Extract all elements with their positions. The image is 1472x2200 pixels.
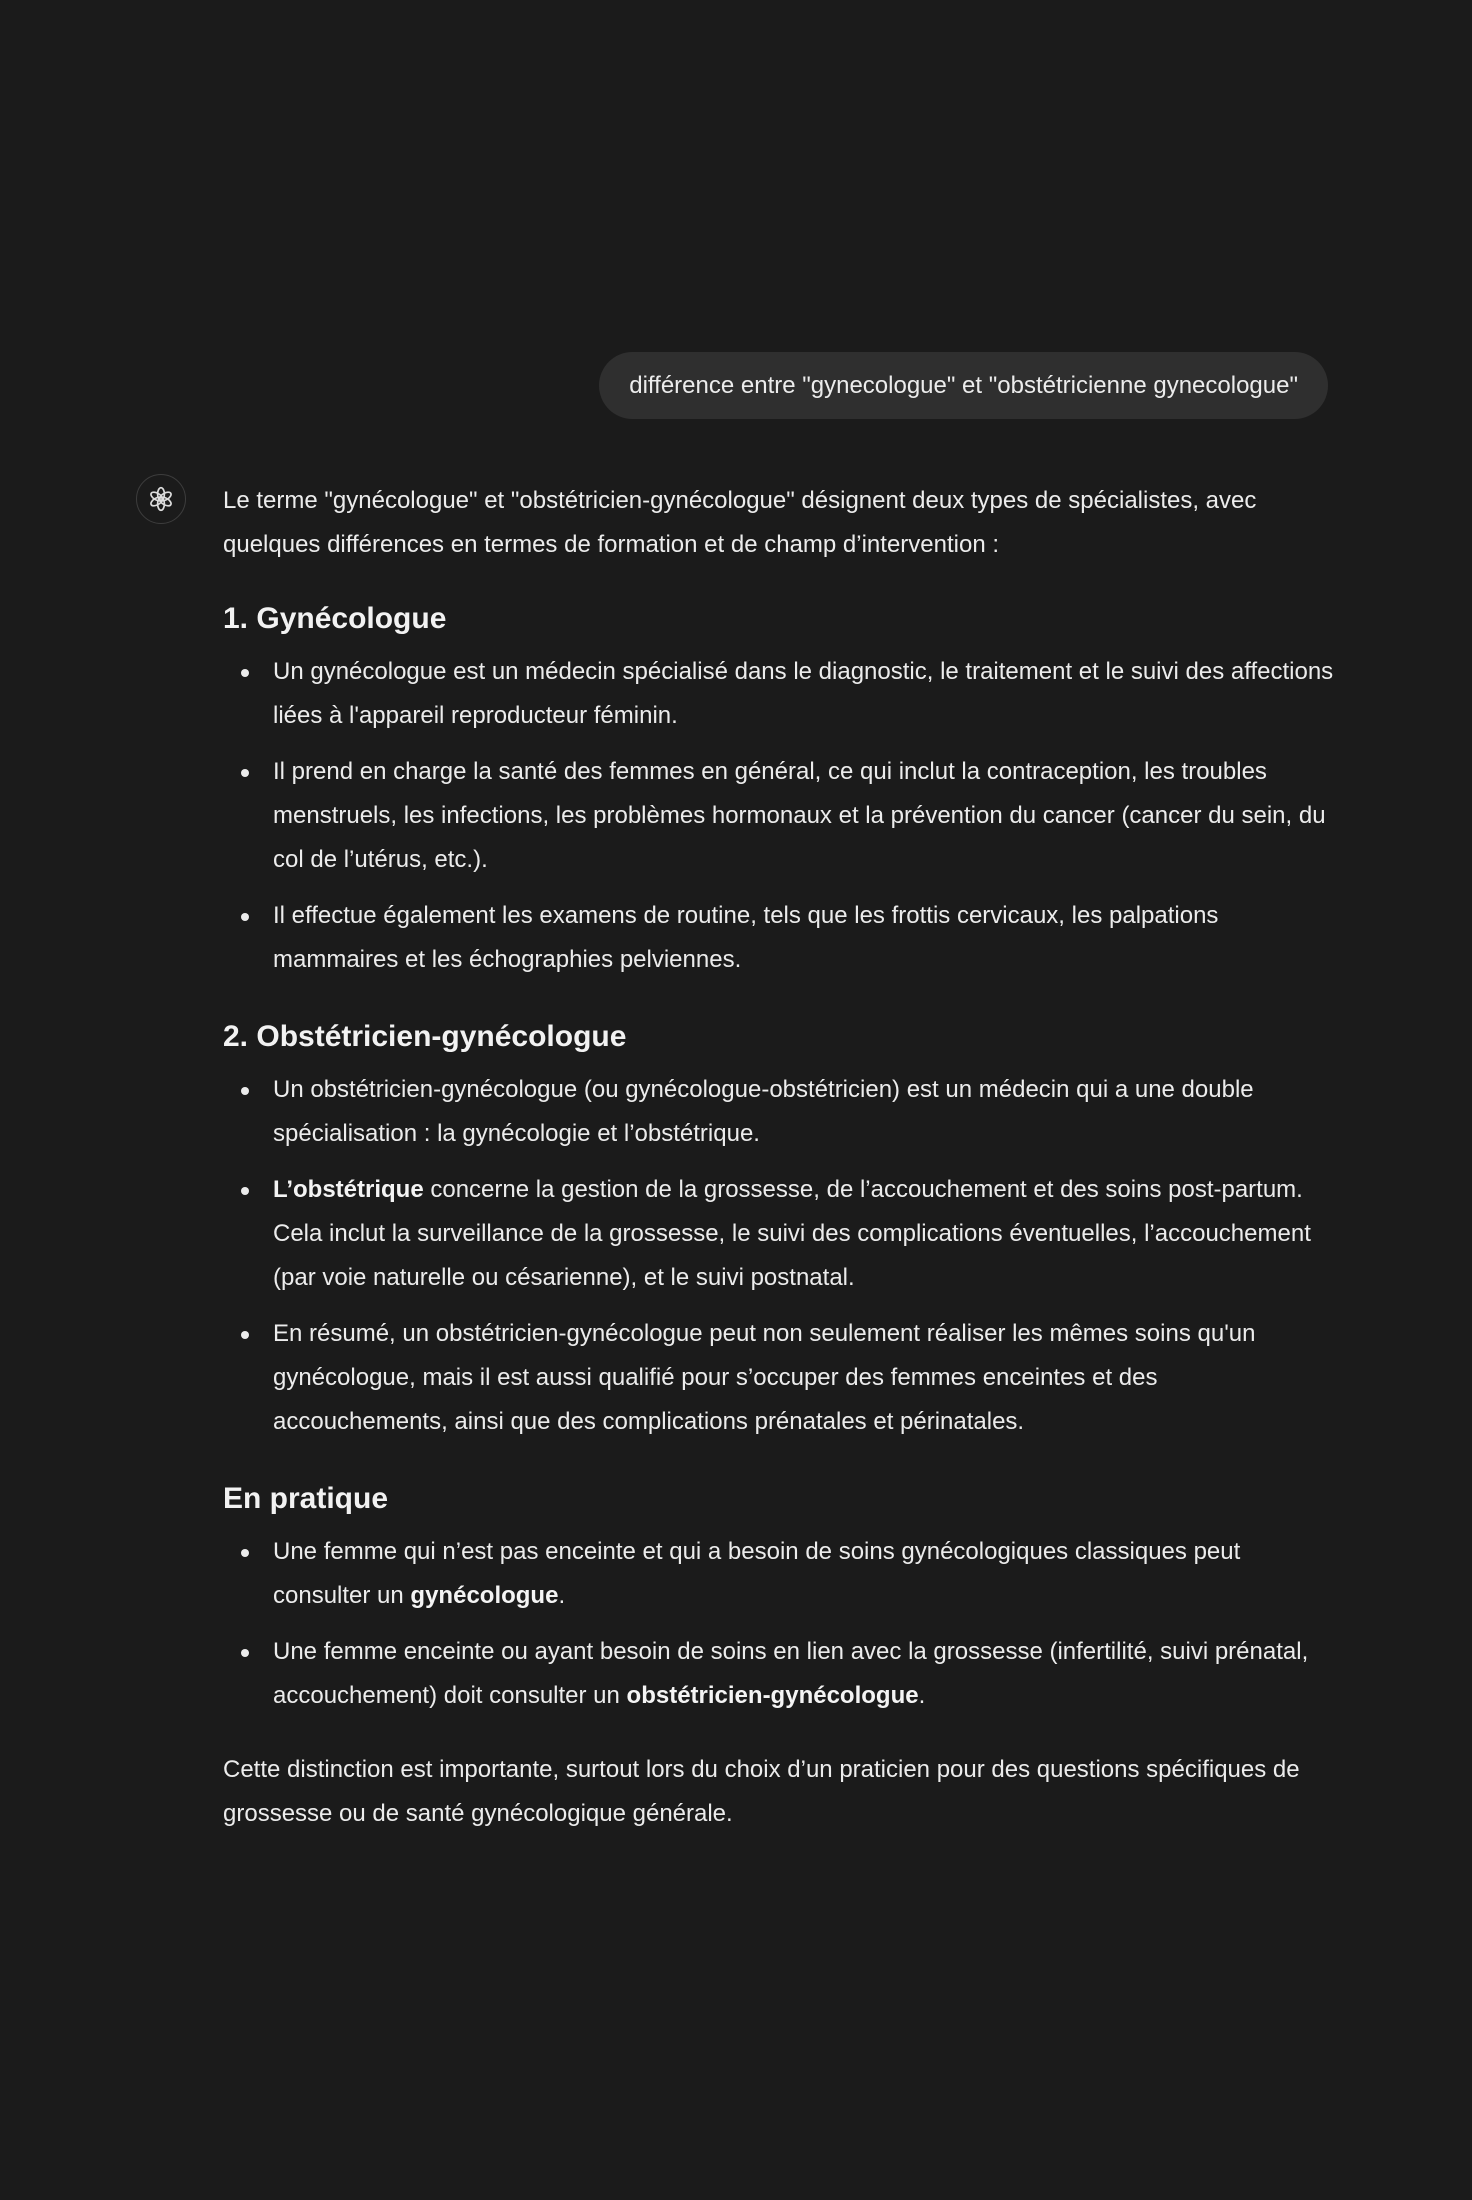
list-item-text: . (558, 1582, 566, 1609)
list-item-text: Une femme enceinte ou ayant besoin de soins en lien avec la grossesse (infertilité, suivi prénatal, accouchement) doit consulter un (273, 1638, 1309, 1709)
list-item (223, 1168, 1335, 1300)
bold-term: L’obstétrique (273, 1176, 424, 1203)
section-heading-obstetricien: 2. Obstétricien-gynécologue (223, 1020, 627, 1053)
response-intro: Le terme "gynécologue" et "obstétricien-gynécologue" désignent deux types de spécialistes, avec quelques différences en termes de formation et de champ d’intervention : (223, 487, 1257, 558)
list-item: En résumé, un obstétricien-gynécologue peut non seulement réaliser les mêmes soins qu'un gynécologue, mais il est aussi qualifié pour s’occuper des femmes enceintes et des accouchements, ainsi que des complications prénatales et périnatales. (223, 1312, 1335, 1444)
section-list-gynecologue (223, 650, 1335, 982)
assistant-response (223, 479, 1335, 1836)
list-item: Il effectue également les examens de routine, tels que les frottis cervicaux, les palpations mammaires et les échographies pelviennes. (223, 894, 1335, 982)
list-item-text: concerne la gestion de la grossesse, de l’accouchement et des soins post-partum. Cela inclut la surveillance de la grossesse, le suivi des complications éventuelles, l’accouchement (par voie naturelle ou césarienne), et le suivi postnatal. (273, 1176, 1311, 1291)
response-conclusion: Cette distinction est importante, surtout lors du choix d’un praticien pour des questions spécifiques de grossesse ou de santé gynécologique générale. (223, 1756, 1300, 1827)
section-heading-gynecologue: 1. Gynécologue (223, 602, 447, 635)
assistant-avatar (136, 474, 186, 524)
section-list-obstetricien (223, 1068, 1335, 1444)
bold-term: obstétricien-gynécologue (626, 1682, 919, 1709)
user-message-bubble (599, 352, 1328, 419)
list-item: Il prend en charge la santé des femmes en général, ce qui inclut la contraception, les troubles menstruels, les infections, les problèmes hormonaux et la prévention du cancer (cancer du sein, du col de l’utérus, etc.). (223, 750, 1335, 882)
list-item-text: . (918, 1682, 926, 1709)
bold-term: gynécologue (410, 1582, 559, 1609)
user-message-text: différence entre "gynecologue" et "obstétricienne gynecologue" (629, 372, 1298, 399)
list-item: Un obstétricien-gynécologue (ou gynécologue-obstétricien) est un médecin qui a une double spécialisation : la gynécologie et l’obstétrique. (223, 1068, 1335, 1156)
section-list-en-pratique (223, 1530, 1335, 1718)
section-heading-en-pratique: En pratique (223, 1482, 389, 1515)
openai-logo-icon (147, 485, 175, 513)
list-item: Un gynécologue est un médecin spécialisé dans le diagnostic, le traitement et le suivi des affections liées à l'appareil reproducteur féminin. (223, 650, 1335, 738)
list-item-text: Une femme qui n’est pas enceinte et qui a besoin de soins gynécologiques classiques peut consulter un (273, 1538, 1241, 1609)
list-item (223, 1530, 1335, 1618)
list-item (223, 1630, 1335, 1718)
